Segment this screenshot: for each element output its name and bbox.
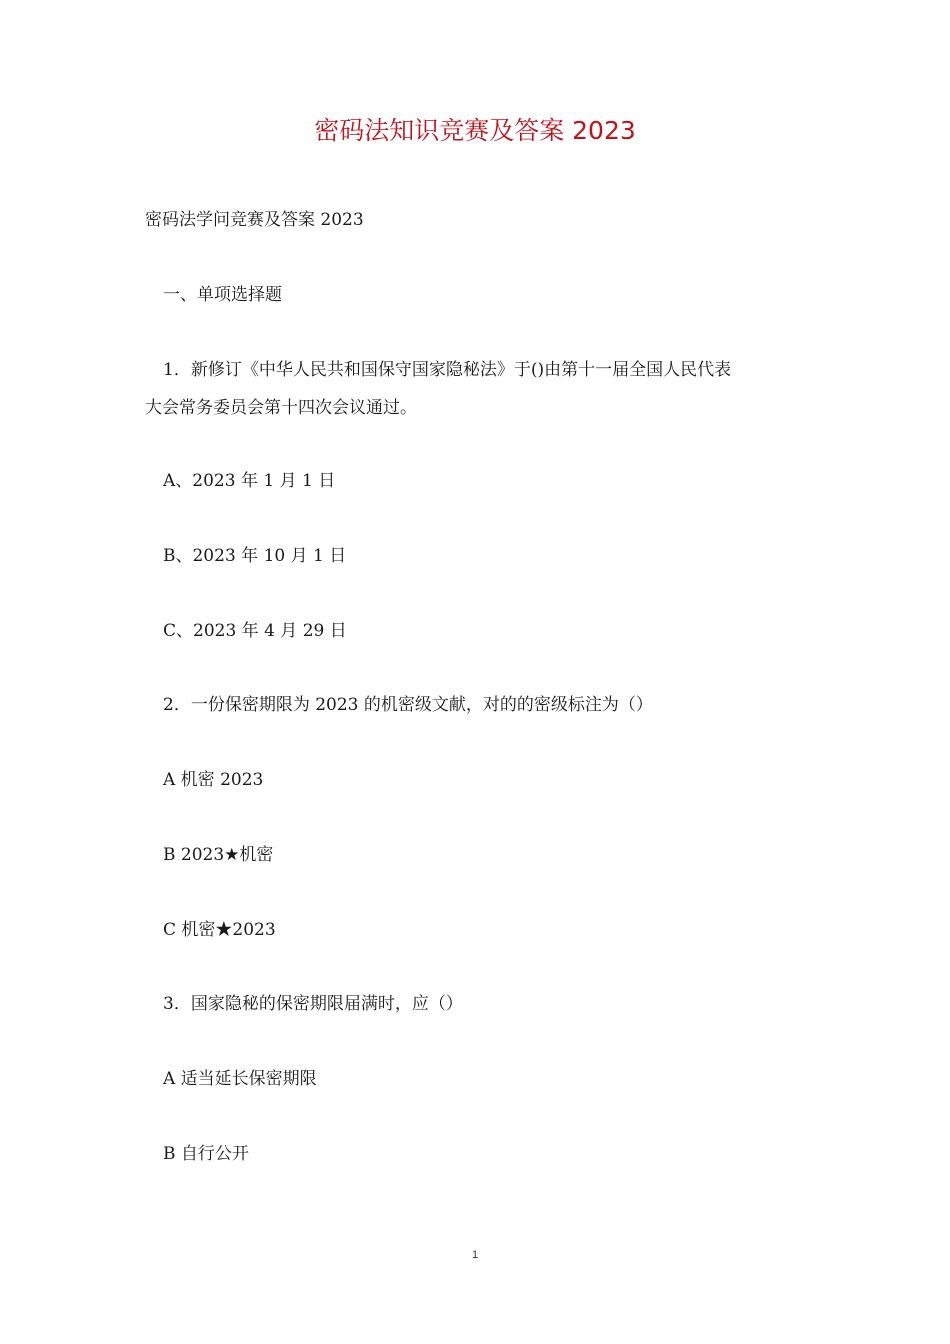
answer-option: C、2023 年 4 月 29 日: [163, 621, 347, 641]
question-text-line: 2．一份保密期限为 2023 的机密级文献，对的的密级标注为（）: [163, 695, 653, 715]
answer-option: B 2023★机密: [163, 845, 274, 865]
question-text-line: 1．新修订《中华人民共和国保守国家隐秘法》于()由第十一届全国人民代表: [163, 360, 732, 380]
answer-option: B 自行公开: [163, 1144, 249, 1164]
document-subtitle: 密码法学问竞赛及答案 2023: [145, 210, 364, 230]
section-heading: 一、单项选择题: [163, 285, 282, 305]
answer-option: B、2023 年 10 月 1 日: [163, 546, 347, 566]
question-text-line: 大会常务委员会第十四次会议通过。: [145, 398, 417, 418]
answer-option: A、2023 年 1 月 1 日: [163, 471, 336, 491]
answer-option: A 适当延长保密期限: [163, 1069, 317, 1089]
question-text-line: 3．国家隐秘的保密期限届满时，应（）: [163, 994, 463, 1014]
answer-option: C 机密★2023: [163, 920, 276, 940]
answer-option: A 机密 2023: [163, 770, 264, 790]
page-number: 1: [471, 1249, 479, 1261]
document-title: 密码法知识竞赛及答案 2023: [314, 116, 636, 145]
